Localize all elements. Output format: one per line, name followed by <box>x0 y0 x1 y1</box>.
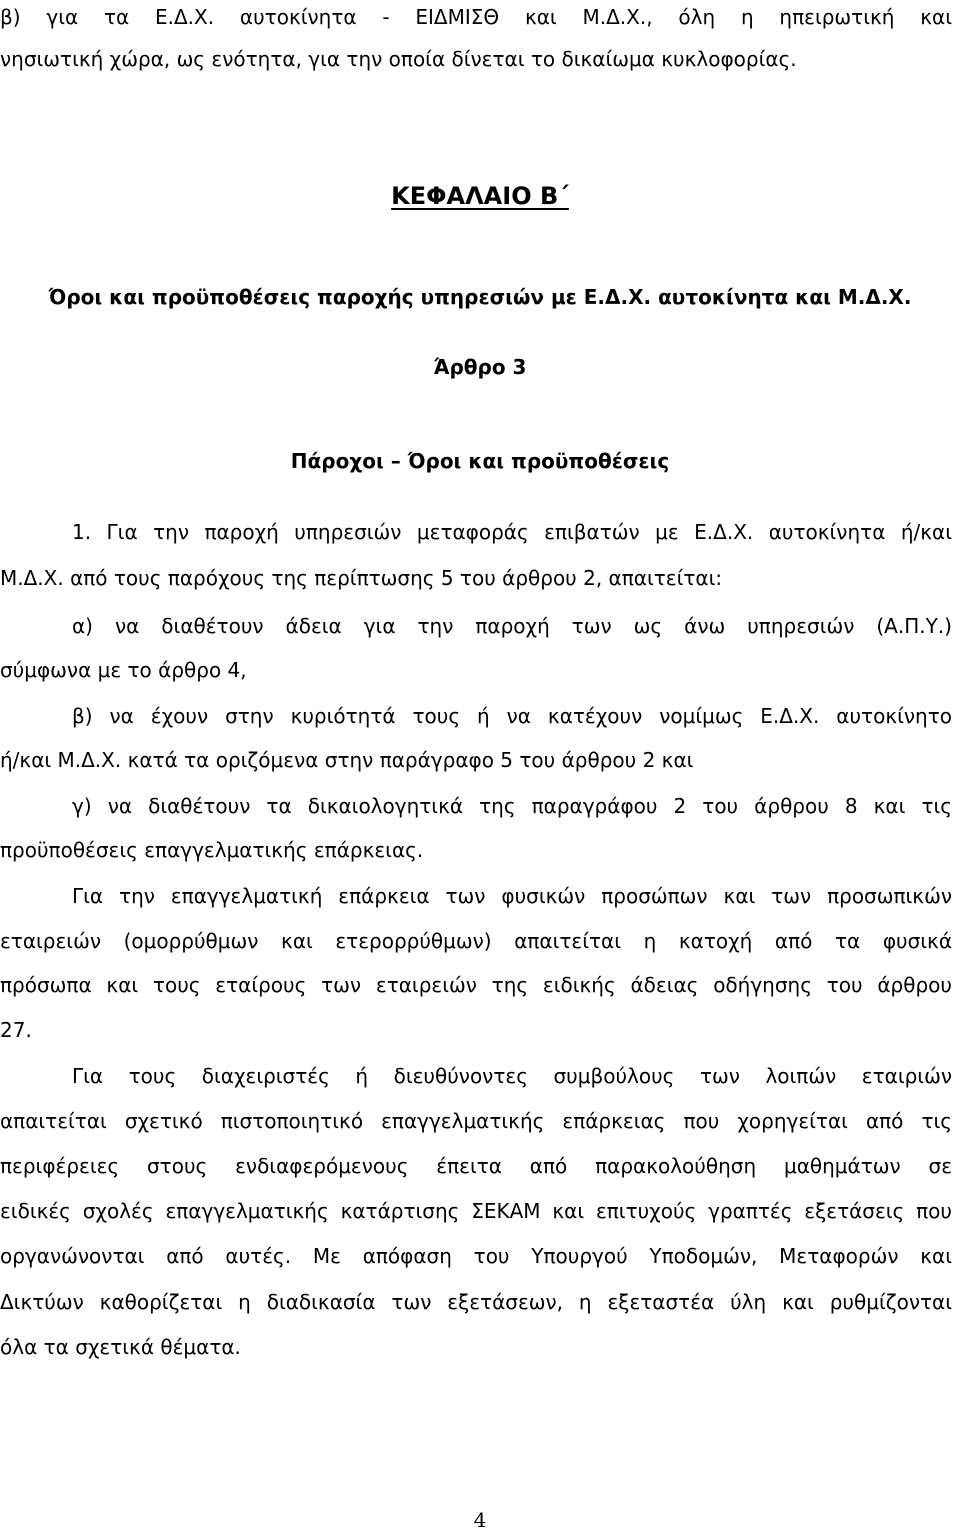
paragraph-3-line-3: περιφέρειες στους ενδιαφερόμενους έπειτα από παρακολούθηση μαθημάτων σε <box>0 1154 952 1178</box>
paragraph-2-line-4: 27. <box>0 1018 32 1042</box>
paragraph-3-line-4: ειδικές σχολές επαγγελματικής κατάρτισης ΣΕΚΑΜ και επιτυχούς γραπτές εξετάσεις που <box>0 1199 952 1223</box>
paragraph-3-line-5: οργανώνονται από αυτές. Με απόφαση του Υπουργού Υποδομών, Μεταφορών και <box>0 1244 952 1268</box>
page-number: 4 <box>473 1508 487 1532</box>
chapter-title: ΚΕΦΑΛΑΙΟ Β΄ <box>391 182 569 210</box>
paragraph-3-line-6: Δικτύων καθορίζεται η διαδικασία των εξετάσεων, η εξεταστέα ύλη και ρυθμίζονται <box>0 1290 952 1314</box>
paragraph-1-line-1: 1. Για την παροχή υπηρεσιών μεταφοράς επιβατών με Ε.Δ.Χ. αυτοκίνητα ή/και <box>72 520 952 544</box>
paragraph-3-line-2: απαιτείται σχετικό πιστοποιητικό επαγγελματικής επάρκειας που χορηγείται από τις <box>0 1109 952 1133</box>
item-a-line-2: σύμφωνα με το άρθρο 4, <box>0 658 247 682</box>
paragraph-2-line-3: πρόσωπα και τους εταίρους των εταιρειών της ειδικής άδειας οδήγησης του άρθρου <box>0 973 952 997</box>
paragraph-2-line-1: Για την επαγγελματική επάρκεια των φυσικών προσώπων και των προσωπικών <box>72 884 952 908</box>
paragraph-3-line-1: Για τους διαχειριστές ή διευθύνοντες συμβούλους των λοιπών εταιριών <box>72 1064 952 1088</box>
item-b-line-1: β) να έχουν στην κυριότητά τους ή να κατέχουν νομίμως Ε.Δ.Χ. αυτοκίνητο <box>72 704 952 728</box>
paragraph-1-line-2: Μ.Δ.Χ. από τους παρόχους της περίπτωσης 5 του άρθρου 2, απαιτείται: <box>0 566 723 590</box>
intro-line-1: β) για τα Ε.Δ.Χ. αυτοκίνητα - ΕΙΔΜΙΣΘ και Μ.Δ.Χ., όλη η ηπειρωτική και <box>0 5 952 29</box>
intro-line-2: νησιωτική χώρα, ως ενότητα, για την οποία δίνεται το δικαίωμα κυκλοφορίας. <box>0 47 797 71</box>
item-c-line-1: γ) να διαθέτουν τα δικαιολογητικά της παραγράφου 2 του άρθρου 8 και τις <box>72 794 952 818</box>
item-c-line-2: προϋποθέσεις επαγγελματικής επάρκειας. <box>0 838 424 862</box>
item-a-line-1: α) να διαθέτουν άδεια για την παροχή των ως άνω υπηρεσιών (Α.Π.Υ.) <box>72 614 952 638</box>
paragraph-3-line-7: όλα τα σχετικά θέματα. <box>0 1335 241 1359</box>
item-b-line-2: ή/και Μ.Δ.Χ. κατά τα οριζόμενα στην παράγραφο 5 του άρθρου 2 και <box>0 748 694 772</box>
chapter-subtitle: Όροι και προϋποθέσεις παροχής υπηρεσιών με Ε.Δ.Χ. αυτοκίνητα και Μ.Δ.Χ. <box>48 285 912 309</box>
paragraph-2-line-2: εταιρειών (ομορρύθμων και ετερορρύθμων) απαιτείται η κατοχή από τα φυσικά <box>0 929 952 953</box>
article-number: Άρθρο 3 <box>433 355 527 379</box>
article-title: Πάροχοι – Όροι και προϋποθέσεις <box>290 449 670 473</box>
